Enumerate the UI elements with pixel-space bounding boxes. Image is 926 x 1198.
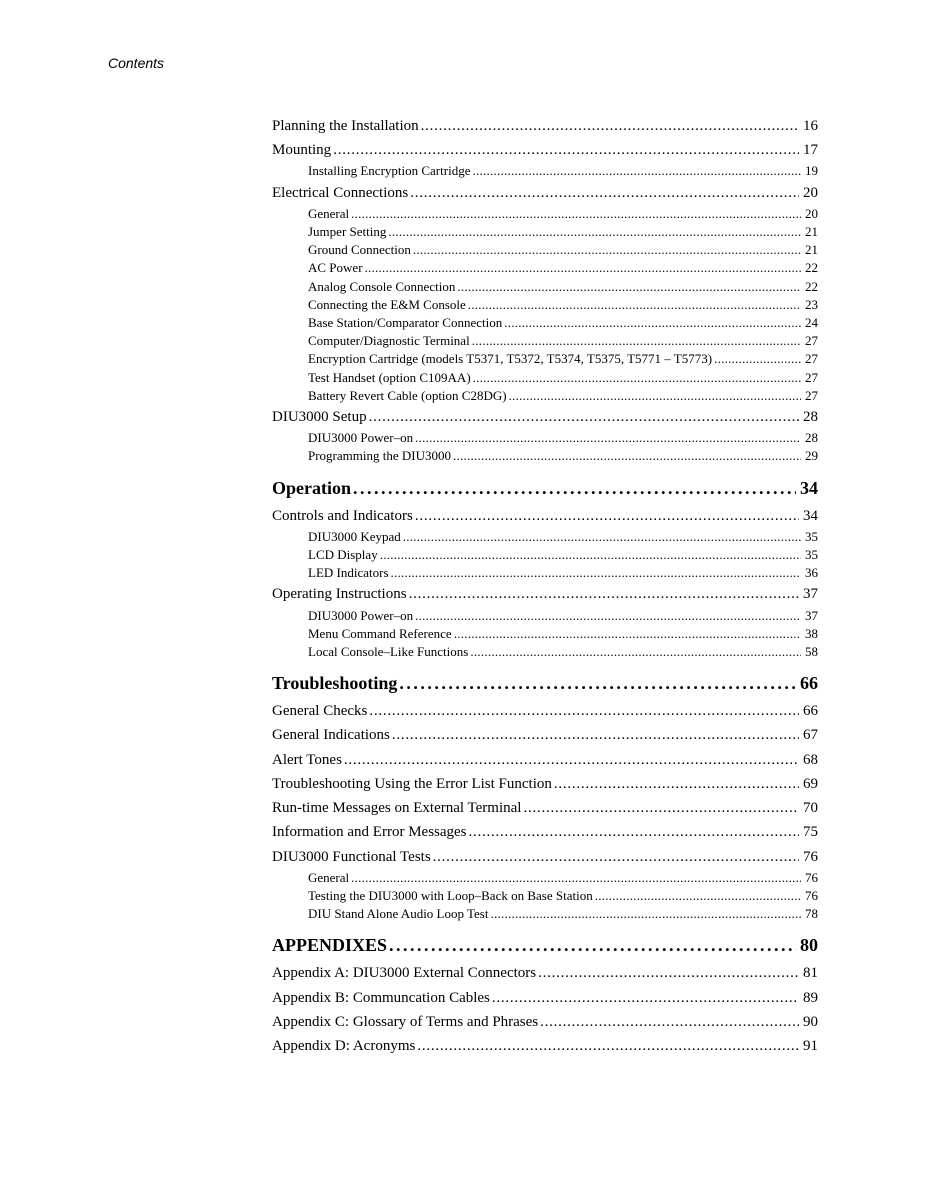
- toc-entry-page: 34: [803, 507, 818, 524]
- leader-dots: [415, 504, 799, 528]
- toc-entry-title: General: [308, 205, 350, 221]
- toc-entry[interactable]: [272, 405, 818, 429]
- leader-dots: [410, 181, 799, 205]
- toc-entry-page: 20: [805, 205, 818, 221]
- toc-entry-title: Controls and Indicators: [272, 507, 413, 524]
- toc-subentry[interactable]: [272, 259, 818, 277]
- toc-entry[interactable]: [272, 820, 818, 844]
- leader-dots: [538, 961, 799, 985]
- toc-entry-page: 38: [805, 625, 818, 641]
- toc-entry[interactable]: [272, 181, 818, 205]
- toc-entry-title: Appendix A: DIU3000 External Connectors: [272, 965, 537, 982]
- toc-entry-title: DIU3000 Keypad: [308, 528, 401, 544]
- toc-entry[interactable]: [272, 986, 818, 1010]
- toc-entry-page: 17: [803, 142, 818, 159]
- leader-dots: [540, 1010, 799, 1034]
- toc-subentry[interactable]: [272, 241, 818, 259]
- leader-dots: [714, 350, 801, 368]
- toc-entry-title: Alert Tones: [272, 751, 342, 768]
- leader-dots: [351, 869, 801, 887]
- toc-entry-title: Base Station/Comparator Connection: [308, 315, 503, 331]
- leader-dots: [472, 162, 801, 180]
- toc-chapter-operation[interactable]: [272, 475, 818, 501]
- leader-dots: [473, 369, 801, 387]
- leader-dots: [388, 223, 801, 241]
- toc-entry[interactable]: [272, 723, 818, 747]
- toc-entry-page: 76: [805, 869, 818, 885]
- leader-dots: [344, 748, 799, 772]
- toc-entry[interactable]: [272, 748, 818, 772]
- toc-chapter-page: 80: [800, 935, 818, 956]
- toc-entry-title: Planning the Installation: [272, 118, 419, 134]
- leader-dots: [409, 582, 799, 606]
- toc-entry[interactable]: [272, 772, 818, 796]
- toc-chapter-page: 34: [800, 477, 818, 498]
- leader-dots: [457, 278, 801, 296]
- toc-entry-title: Installing Encryption Cartridge: [308, 163, 471, 179]
- toc-entry-page: 78: [805, 906, 818, 922]
- leader-dots: [351, 205, 801, 223]
- leader-dots: [369, 699, 799, 723]
- toc-subentry[interactable]: [272, 625, 818, 643]
- toc-entry-page: 28: [805, 430, 818, 446]
- toc-entry-title: Run-time Messages on External Terminal: [272, 800, 522, 817]
- toc-entry-page: 27: [805, 333, 818, 349]
- toc-entry-page: 28: [803, 409, 818, 426]
- leader-dots: [453, 447, 801, 465]
- leader-dots: [470, 643, 801, 661]
- toc-entry-title: DIU Stand Alone Audio Loop Test: [308, 906, 489, 922]
- toc-entry[interactable]: [272, 699, 818, 723]
- toc-entry[interactable]: [272, 1034, 818, 1058]
- toc-entry-page: 76: [803, 848, 818, 865]
- toc-entry-title: Mounting: [272, 142, 332, 159]
- toc-subentry[interactable]: [272, 205, 818, 223]
- toc-entry-page: 35: [805, 547, 818, 563]
- leader-dots: [415, 607, 801, 625]
- toc-entry-page: 75: [803, 824, 818, 841]
- toc-subentry[interactable]: [272, 564, 818, 582]
- toc-entry-page: 24: [805, 315, 818, 331]
- toc-entry-page: 70: [803, 800, 818, 817]
- leader-dots: [595, 887, 801, 905]
- toc-entry-page: 89: [803, 989, 818, 1006]
- leader-dots: [380, 546, 801, 564]
- toc-subentry[interactable]: [272, 607, 818, 625]
- leader-dots: [417, 1034, 799, 1058]
- toc-entry-page: 90: [803, 1013, 818, 1030]
- toc-subentry[interactable]: [272, 447, 818, 465]
- toc-entry-title: Local Console–Like Functions: [308, 644, 469, 660]
- toc-chapter-title: Operation: [272, 477, 351, 498]
- toc-entry-title: Information and Error Messages: [272, 824, 467, 841]
- toc-entry-page: 27: [805, 351, 818, 367]
- toc-entry-page: 81: [803, 965, 818, 982]
- toc-entry-page: 67: [803, 727, 818, 744]
- toc-entry-title: DIU3000 Power–on: [308, 430, 414, 446]
- toc-entry[interactable]: [272, 582, 818, 606]
- toc-entry-page: 76: [805, 887, 818, 903]
- toc-entry[interactable]: [272, 796, 818, 820]
- toc-entry-title: Ground Connection: [308, 242, 411, 258]
- toc-entry-page: 58: [805, 644, 818, 660]
- toc-subentry[interactable]: [272, 528, 818, 546]
- leader-dots: [389, 932, 796, 958]
- toc-subentry[interactable]: [272, 546, 818, 564]
- toc-entry-title: Connecting the E&M Console: [308, 296, 466, 312]
- toc-entry-page: 36: [805, 565, 818, 581]
- running-header: Contents: [108, 55, 165, 71]
- leader-dots: [403, 528, 801, 546]
- toc-entry[interactable]: [272, 138, 818, 162]
- toc-entry-page: 68: [803, 751, 818, 768]
- toc-entry[interactable]: [272, 961, 818, 985]
- toc-entry-page: 66: [803, 703, 818, 720]
- leader-dots: [469, 820, 799, 844]
- toc-subentry[interactable]: [272, 887, 818, 905]
- toc-entry-page: 29: [805, 448, 818, 464]
- toc-subentry[interactable]: [272, 869, 818, 887]
- toc-entry-title: Jumper Setting: [308, 224, 387, 240]
- toc-entry-page: 22: [805, 260, 818, 276]
- toc-entry-title: Test Handset (option C109AA): [308, 369, 471, 385]
- toc-chapter-page: 66: [800, 673, 818, 694]
- toc-entry-page: 19: [805, 163, 818, 179]
- leader-dots: [472, 332, 801, 350]
- toc-entry-page: 16: [803, 118, 818, 134]
- toc-entry-title: Encryption Cartridge (models T5371, T5372, T5374, T5375, T5771 – T5773): [308, 351, 713, 367]
- toc-entry-title: Appendix D: Acronyms: [272, 1037, 416, 1054]
- toc-entry-page: 21: [805, 242, 818, 258]
- toc-subentry[interactable]: [272, 905, 818, 923]
- toc-entry[interactable]: [272, 114, 818, 138]
- toc-entry-title: Appendix C: Glossary of Terms and Phrases: [272, 1013, 539, 1030]
- toc-entry-title: LCD Display: [308, 547, 378, 563]
- leader-dots: [369, 405, 799, 429]
- toc-entry-page: 37: [803, 586, 818, 603]
- toc-entry-title: Computer/Diagnostic Terminal: [308, 333, 470, 349]
- leader-dots: [399, 670, 796, 696]
- toc-subentry[interactable]: [272, 643, 818, 661]
- toc-entry-page: 22: [805, 278, 818, 294]
- leader-dots: [433, 845, 799, 869]
- leader-dots: [554, 772, 799, 796]
- toc-entry-title: Operating Instructions: [272, 586, 407, 603]
- leader-dots: [392, 723, 799, 747]
- toc-chapter-title: Troubleshooting: [272, 673, 398, 694]
- toc-entry[interactable]: [272, 845, 818, 869]
- toc-entry-title: General: [308, 869, 350, 885]
- toc-chapter-title: APPENDIXES: [272, 935, 388, 956]
- toc-entry-title: Testing the DIU3000 with Loop–Back on Base Station: [308, 887, 593, 903]
- leader-dots: [509, 387, 801, 405]
- toc-subentry[interactable]: [272, 223, 818, 241]
- toc-entry-page: 20: [803, 184, 818, 201]
- toc-entry-title: Menu Command Reference: [308, 625, 452, 641]
- leader-dots: [490, 905, 801, 923]
- toc-entry-title: Electrical Connections: [272, 184, 409, 201]
- toc-entry-title: Appendix B: Communcation Cables: [272, 989, 490, 1006]
- leader-dots: [391, 564, 801, 582]
- toc-entry-title: Battery Revert Cable (option C28DG): [308, 387, 507, 403]
- toc-entry-page: 27: [805, 387, 818, 403]
- toc-entry-title: Programming the DIU3000: [308, 448, 451, 464]
- toc-subentry[interactable]: [272, 278, 818, 296]
- leader-dots: [468, 296, 801, 314]
- toc-subentry[interactable]: [272, 162, 818, 180]
- toc-entry-title: General Checks: [272, 703, 368, 720]
- leader-dots: [365, 259, 801, 277]
- toc-entry[interactable]: [272, 1010, 818, 1034]
- toc-subentry[interactable]: [272, 429, 818, 447]
- leader-dots: [333, 138, 799, 162]
- toc-chapter-appendixes[interactable]: [272, 932, 818, 958]
- toc-entry-page: 69: [803, 775, 818, 792]
- leader-dots: [415, 429, 801, 447]
- toc-entry-title: AC Power: [308, 260, 363, 276]
- toc-entry-page: 37: [805, 607, 818, 623]
- table-of-contents: [272, 114, 818, 1058]
- toc-subentry[interactable]: [272, 369, 818, 387]
- toc-subentry[interactable]: [272, 296, 818, 314]
- leader-dots: [523, 796, 799, 820]
- toc-entry-title: General Indications: [272, 727, 390, 744]
- toc-entry-title: DIU3000 Functional Tests: [272, 848, 431, 865]
- toc-entry-page: 35: [805, 528, 818, 544]
- toc-entry[interactable]: [272, 504, 818, 528]
- toc-entry-title: Troubleshooting Using the Error List Function: [272, 775, 552, 792]
- toc-subentry[interactable]: [272, 332, 818, 350]
- leader-dots: [413, 241, 801, 259]
- toc-entry-title: Analog Console Connection: [308, 278, 456, 294]
- toc-entry-page: 21: [805, 224, 818, 240]
- leader-dots: [353, 475, 796, 501]
- toc-entry-title: DIU3000 Power–on: [308, 607, 414, 623]
- leader-dots: [421, 114, 799, 138]
- toc-entry-title: DIU3000 Setup: [272, 409, 367, 426]
- leader-dots: [454, 625, 801, 643]
- toc-subentry[interactable]: [272, 387, 818, 405]
- toc-subentry[interactable]: [272, 314, 818, 332]
- toc-entry-title: LED Indicators: [308, 565, 389, 581]
- toc-subentry[interactable]: [272, 350, 818, 368]
- leader-dots: [504, 314, 801, 332]
- toc-entry-page: 23: [805, 296, 818, 312]
- toc-entry-page: 91: [803, 1037, 818, 1054]
- toc-entry-page: 27: [805, 369, 818, 385]
- toc-chapter-troubleshooting[interactable]: [272, 670, 818, 696]
- leader-dots: [492, 986, 799, 1010]
